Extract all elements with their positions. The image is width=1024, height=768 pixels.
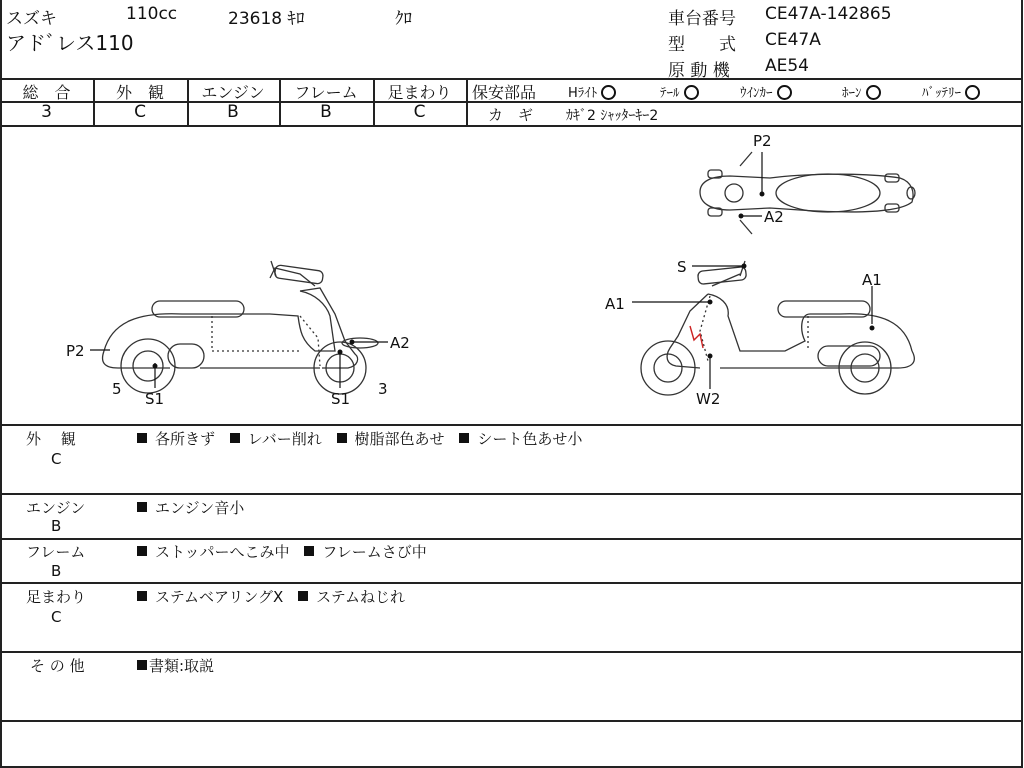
remark-category-other: そ の 他 — [30, 657, 85, 675]
remark-items-suspension: ステムベアリングX ステムねじれ — [137, 586, 415, 607]
engine-label: 原 動 機 — [668, 61, 730, 81]
remark-items-other: 書類:取説 — [137, 655, 214, 676]
grade-header-total: 総 合 — [22, 83, 71, 102]
label-right-a1-left: A1 — [605, 295, 625, 313]
model-name: アドﾞレス110 — [6, 31, 134, 55]
remark-items-engine: エンジン音小 — [137, 497, 254, 518]
grade-value-frame: B — [320, 102, 332, 122]
label-right-w2: W2 — [696, 390, 721, 408]
key-value: ｶｷﾞ2 ｼｬｯﾀｰｷｰ2 — [566, 108, 659, 124]
ok-circle-icon — [777, 85, 792, 100]
remark-category-suspension: 足まわり — [26, 588, 87, 606]
remark-grade-suspension: C — [51, 608, 62, 626]
frame-no: CE47A-142865 — [765, 4, 892, 24]
label-right-a1-right: A1 — [862, 271, 882, 289]
grade-header-suspension: 足まわり — [387, 83, 452, 102]
key-label: カ ギ — [488, 106, 534, 124]
remark-items-frame: ストッパーへこみ中 フレームさび中 — [137, 541, 437, 562]
color: ｸﾛ — [395, 9, 412, 29]
scooter-top-view — [700, 152, 915, 234]
ok-circle-icon — [601, 85, 616, 100]
ok-circle-icon — [684, 85, 699, 100]
scooter-left-view — [103, 261, 378, 394]
remark-category-frame: フレーム — [26, 543, 86, 561]
remark-items-exterior: 各所きず レバー削れ 樹脂部色あせ シート色あせ小 — [137, 428, 592, 449]
ok-circle-icon — [866, 85, 881, 100]
grade-value-engine: B — [227, 102, 239, 122]
safety-item-headlight: Hﾗｲﾄ — [568, 82, 616, 101]
remark-category-engine: エンジン — [26, 499, 86, 517]
engine-value: AE54 — [765, 56, 810, 76]
maker: スズキ — [6, 9, 57, 29]
displacement: 110cc — [126, 4, 178, 24]
safety-item-battery: ﾊﾞｯﾃﾘｰ — [922, 82, 980, 101]
mileage: 23618 ｷﾛ — [228, 9, 305, 29]
grade-value-suspension: C — [413, 102, 426, 122]
safety-label: 保安部品 — [472, 83, 537, 102]
label-left-p2: P2 — [66, 342, 85, 360]
safety-item-horn: ﾎｰﾝ — [842, 82, 881, 101]
grade-header-frame: フレーム — [294, 83, 358, 102]
remark-grade-frame: B — [51, 562, 62, 580]
ok-circle-icon — [965, 85, 980, 100]
label-left-s1-rear: S1 — [145, 390, 165, 408]
frame-no-label: 車台番号 — [668, 9, 736, 29]
grade-header-engine: エンジン — [201, 83, 265, 102]
label-top-a2: A2 — [764, 208, 784, 226]
grade-header-exterior: 外 観 — [115, 83, 164, 102]
remark-grade-exterior: C — [51, 450, 62, 468]
label-right-s: S — [677, 258, 687, 276]
grade-value-total: 3 — [41, 102, 52, 122]
type-label: 型 式 — [668, 35, 736, 55]
grade-value-exterior: C — [134, 102, 146, 122]
safety-item-winker: ｳｲﾝｶｰ — [740, 82, 792, 101]
label-top-p2: P2 — [753, 132, 772, 150]
type-value: CE47A — [765, 30, 821, 50]
label-left-5: 5 — [112, 380, 122, 398]
label-left-a2: A2 — [390, 334, 410, 352]
remark-category-exterior: 外 観 — [26, 430, 76, 448]
label-left-s1-front: S1 — [331, 390, 351, 408]
remark-grade-engine: B — [51, 517, 62, 535]
safety-item-tail: ﾃｰﾙ — [660, 82, 699, 101]
label-left-3: 3 — [378, 380, 388, 398]
